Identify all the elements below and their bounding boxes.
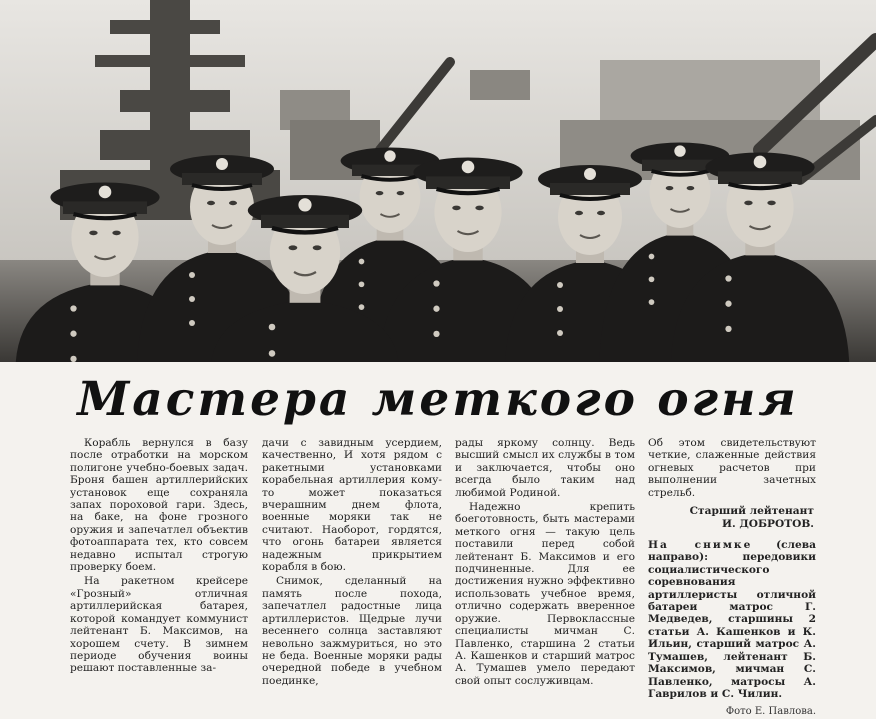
eye	[89, 231, 97, 236]
cap-band	[261, 215, 349, 228]
cap-badge-icon	[99, 186, 112, 199]
eye	[376, 191, 384, 195]
author-signature	[648, 505, 816, 531]
button-dot	[725, 301, 731, 307]
paragraph: Снимок, сделанный на память после похода, запечатлел радостные лица артиллеристов. Щедрые лучи весеннего солнца заставляют невольно зажмуриться, но это не беда. Военные моряки рады очередной победе в учебном поединке,	[262, 575, 442, 687]
button-dot	[269, 350, 276, 357]
eye	[597, 211, 605, 215]
eye	[767, 201, 775, 206]
cap-badge-icon	[674, 145, 685, 156]
eye	[313, 245, 322, 250]
article-column-4	[648, 437, 816, 719]
button-dot	[70, 331, 76, 337]
button-dot	[557, 306, 563, 312]
button-dot	[189, 296, 195, 302]
eye	[112, 231, 120, 236]
cap-band	[63, 201, 147, 214]
cap-badge-icon	[754, 156, 767, 169]
eye	[575, 211, 583, 215]
eye	[229, 201, 237, 205]
caption-text: (слева направо): передовики социалистического соревнования артиллеристы отличной батареи матрос Г. Медведев, старшины 2 статьи А. Кашенков и К. Ильин, старший матрос А. Тумашев, лейтенант Б. Максимов, мичман С. Павленко, матросы А. Гаврилов и С. Чилин.	[648, 539, 816, 700]
button-dot	[189, 272, 195, 278]
button-dot	[359, 281, 365, 287]
eye	[687, 186, 695, 190]
paragraph: рады яркому солнцу. Ведь высший смысл их службы в том и заключается, чтобы оно всегда было таким над любимой Родиной.	[455, 437, 635, 499]
button-dot	[269, 324, 276, 331]
paragraph: На ракетном крейсере «Грозный» отличная артиллерийская батарея, которой командует коммунист лейтенант Б. Максимов, на хорошем счету. В зимнем периоде обучения воины решают поставленные за-	[70, 575, 248, 675]
button-dot	[649, 299, 655, 305]
cap-badge-icon	[462, 161, 475, 174]
cap-badge-icon	[384, 150, 395, 161]
button-dot	[359, 304, 365, 310]
photo-credit: Фото Е. Павлова.	[725, 706, 816, 718]
cap-band	[550, 183, 630, 195]
button-dot	[433, 331, 439, 337]
button-dot	[70, 305, 76, 311]
eye	[475, 206, 483, 211]
article-column-1	[70, 437, 248, 675]
button-dot	[433, 280, 439, 286]
photo-caption	[648, 539, 816, 700]
button-dot	[189, 320, 195, 326]
button-dot	[725, 326, 731, 332]
article-headline: Мастера меткого огня	[77, 372, 799, 427]
button-dot	[557, 282, 563, 288]
eye	[397, 191, 405, 195]
button-dot	[649, 254, 655, 260]
cap-band	[426, 176, 510, 189]
cap-badge-icon	[584, 168, 596, 180]
author-name: И. ДОБРОТОВ.	[721, 518, 814, 531]
article-column-2	[262, 437, 442, 687]
button-dot	[359, 259, 365, 265]
eye	[744, 201, 752, 206]
cap-badge-icon	[298, 198, 311, 211]
eye	[207, 201, 215, 205]
button-dot	[557, 330, 563, 336]
cap-band	[182, 173, 262, 185]
eye	[666, 186, 674, 190]
article-column-3	[455, 437, 635, 687]
paragraph: Надежно крепить боеготовность, быть мастерами меткого огня — такую цель поставили перед собой лейтенант Б. Максимов и его подчиненные. Для ее достижения нужно эффективно использовать учебное время, отлично содержать вверенное оружие. Первоклассные специалисты мичман С. Павленко, старшина 2 статьи А. Кашенков и старший матрос А. Тумашев умело передают свой опыт сослуживцам.	[455, 501, 635, 687]
button-dot	[70, 356, 76, 362]
button-dot	[725, 275, 731, 281]
eye	[452, 206, 460, 211]
button-dot	[649, 276, 655, 282]
eye	[289, 245, 298, 250]
button-dot	[433, 306, 439, 312]
paragraph: Об этом свидетельствуют четкие, слаженные действия огневых расчетов при выполнении зачетных стрельб.	[648, 437, 816, 499]
article-body	[70, 437, 870, 718]
caption-label: На снимке	[648, 539, 753, 552]
paragraph: Корабль вернулся в базу после отработки на морском полигоне учебно-боевых задач. Броня башен артиллерийских установок еще сохраняла запах пороховой гари. Здесь, на баке, на фоне грозного оружия и запечатлел объектив фотоаппарата тех, кто совсем недавно испытал строгую проверку боем.	[70, 437, 248, 574]
paragraph: дачи с завидным усердием, качественно, И хотя рядом с ракетными установками корабельная артиллерия кому-то может показаться вчерашним днем флота, военные моряки так не считают. Наоборот, гордятся, что огонь батареи является надежным прикрытием корабля в бою.	[262, 437, 442, 574]
cap-badge-icon	[216, 158, 228, 170]
author-rank: Старший лейтенант	[689, 505, 814, 518]
cap-band	[718, 171, 802, 184]
